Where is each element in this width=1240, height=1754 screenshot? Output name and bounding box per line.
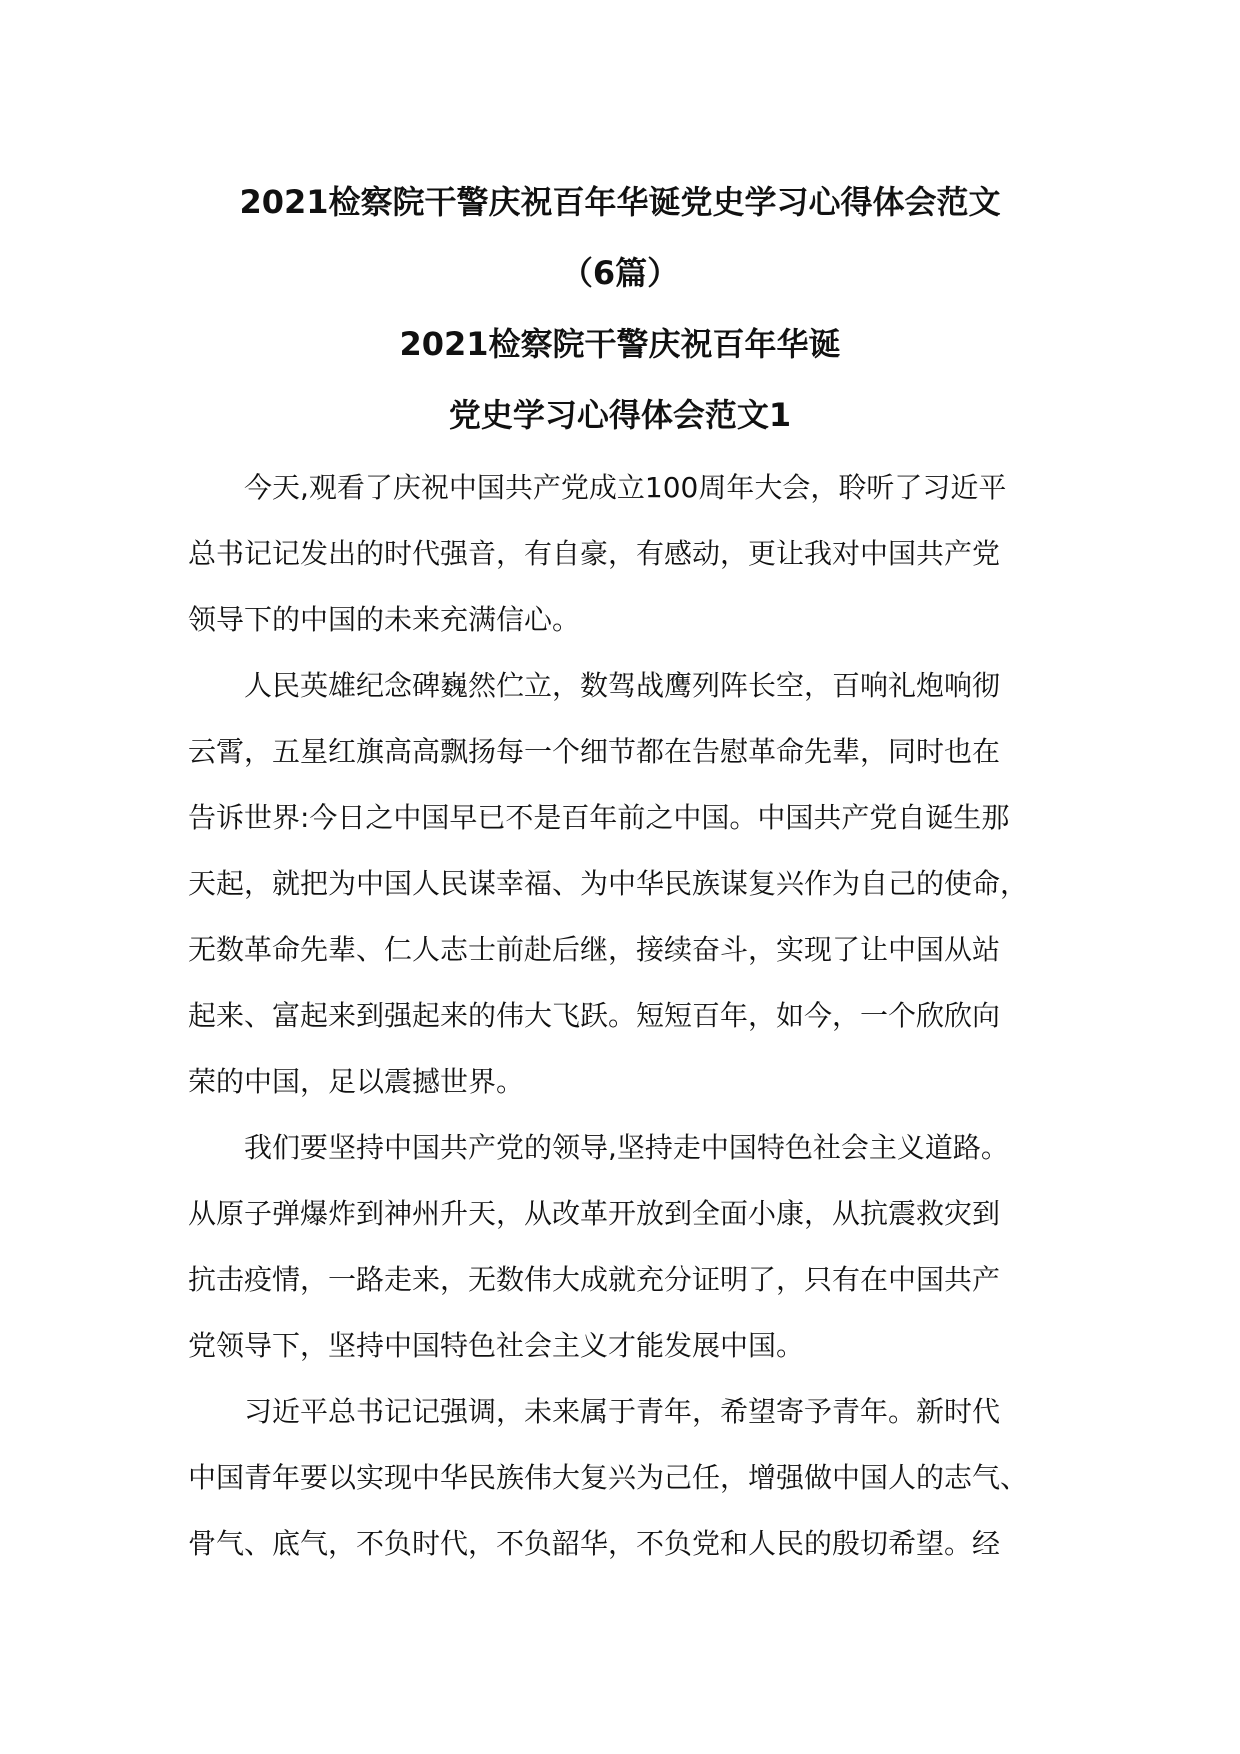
paragraph-line: 骨气、底气，不负时代，不负韶华，不负党和人民的殷切希望。经 <box>188 1527 1001 1560</box>
paragraph-3 <box>188 1115 1068 1379</box>
paragraph-2 <box>188 653 1068 1115</box>
section-title-line-1: 2021检察院干警庆祝百年华诞 <box>399 325 841 363</box>
paragraph-line: 总书记记发出的时代强音，有自豪，有感动，更让我对中国共产党 <box>188 537 1001 570</box>
paragraph-line: 告诉世界:今日之中国早已不是百年前之中国。中国共产党自诞生那 <box>188 801 1010 834</box>
paragraph-line: 起来、富起来到强起来的伟大飞跃。短短百年，如今，一个欣欣向 <box>188 999 1001 1032</box>
paragraph-line: 从原子弹爆炸到神州升天，从改革开放到全面小康，从抗震救灾到 <box>188 1197 1001 1230</box>
paragraph-line: 中国青年要以实现中华民族伟大复兴为己任，增强做中国人的志气、 <box>188 1461 1029 1494</box>
paragraph-line: 领导下的中国的未来充满信心。 <box>188 603 581 636</box>
paragraph-line: 我们要坚持中国共产党的领导,坚持走中国特色社会主义道路。 <box>244 1131 1009 1164</box>
paragraph-line: 人民英雄纪念碑巍然伫立，数驾战鹰列阵长空，百响礼炮响彻 <box>244 669 1001 702</box>
paragraph-line: 今天,观看了庆祝中国共产党成立100周年大会，聆听了习近平 <box>244 471 1007 504</box>
section-title-line-2: 党史学习心得体会范文1 <box>448 396 792 434</box>
paragraph-line: 习近平总书记记强调，未来属于青年，希望寄予青年。新时代 <box>244 1395 1001 1428</box>
paragraph-line: 云霄，五星红旗高高飘扬每一个细节都在告慰革命先辈，同时也在 <box>188 735 1001 768</box>
paragraph-4 <box>188 1379 1068 1577</box>
body-text <box>188 455 1068 1577</box>
document-title-line-2: （6篇） <box>560 254 680 292</box>
document-title-line-1: 2021检察院干警庆祝百年华诞党史学习心得体会范文 <box>239 183 1001 221</box>
paragraph-line: 党领导下，坚持中国特色社会主义才能发展中国。 <box>188 1329 805 1362</box>
paragraph-line: 天起，就把为中国人民谋幸福、为中华民族谋复兴作为自己的使命， <box>188 867 1029 900</box>
paragraph-1 <box>188 455 1068 653</box>
paragraph-line: 无数革命先辈、仁人志士前赴后继，接续奋斗，实现了让中国从站 <box>188 933 1001 966</box>
paragraph-line: 抗击疫情，一路走来，无数伟大成就充分证明了，只有在中国共产 <box>188 1263 1001 1296</box>
paragraph-line: 荣的中国，足以震撼世界。 <box>188 1065 525 1098</box>
